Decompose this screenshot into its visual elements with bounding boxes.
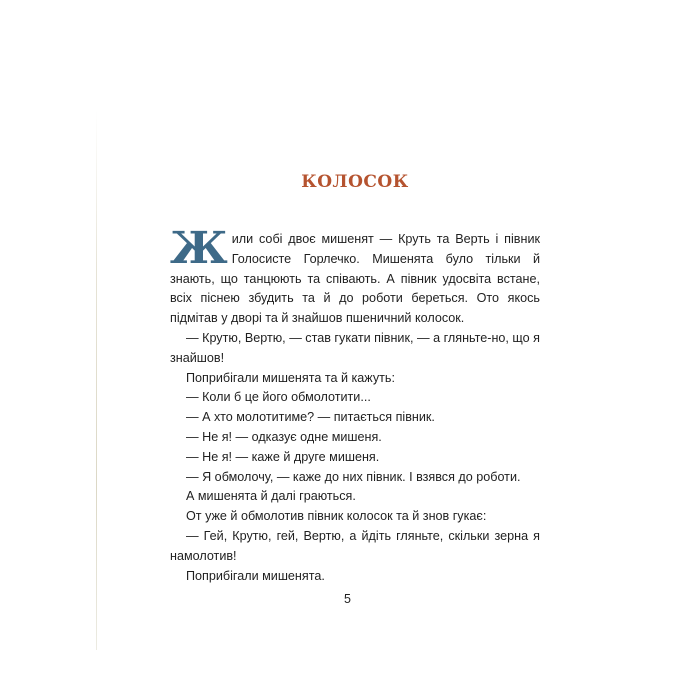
- paragraph: — Не я! — каже й друге мишеня.: [186, 449, 380, 464]
- paragraph: — Я обмолочу, — каже до них півник. І взявся до роботи.: [186, 469, 521, 484]
- paragraph: Поприбігали мишенята.: [186, 568, 325, 583]
- drop-cap: Ж: [170, 223, 228, 274]
- book-page: [170, 0, 540, 700]
- page-number: 5: [344, 592, 351, 606]
- paragraph: — А хто молотитиме? — питається півник.: [186, 410, 435, 425]
- paragraph: — Коли б це його обмолотити...: [186, 390, 371, 405]
- page-title: КОЛОСОК: [301, 172, 409, 192]
- paragraph: — Крутю, Вертю, — став гукати півник, — а гляньте-но, що я знайшов!: [170, 330, 540, 365]
- paragraph: От уже й обмолотив півник колосок та й знов гукає:: [186, 509, 487, 524]
- paragraph: Поприбігали мишенята та й кажуть:: [186, 370, 395, 385]
- paragraph: — Гей, Крутю, гей, Вертю, а йдіть гляньте, скільки зерна я намолотив!: [170, 528, 540, 563]
- paragraph: — Не я! — одказує одне мишеня.: [186, 429, 382, 444]
- page-gutter-line: [96, 110, 97, 650]
- paragraph: А мишенята й далі граються.: [186, 489, 356, 504]
- paragraph: [170, 223, 540, 329]
- story-text: [170, 223, 540, 586]
- paragraph-text: или собі двоє мишенят — Круть та Верть і півник Голосисте Горлечко. Мишенята було тільки й знають, що танцюють та співають. А півник удосвіта встане, всіх піснею збудить та й до роботи береться. Ото якось підмітав у дворі та й знайшов пшеничний колосок.: [170, 232, 540, 326]
